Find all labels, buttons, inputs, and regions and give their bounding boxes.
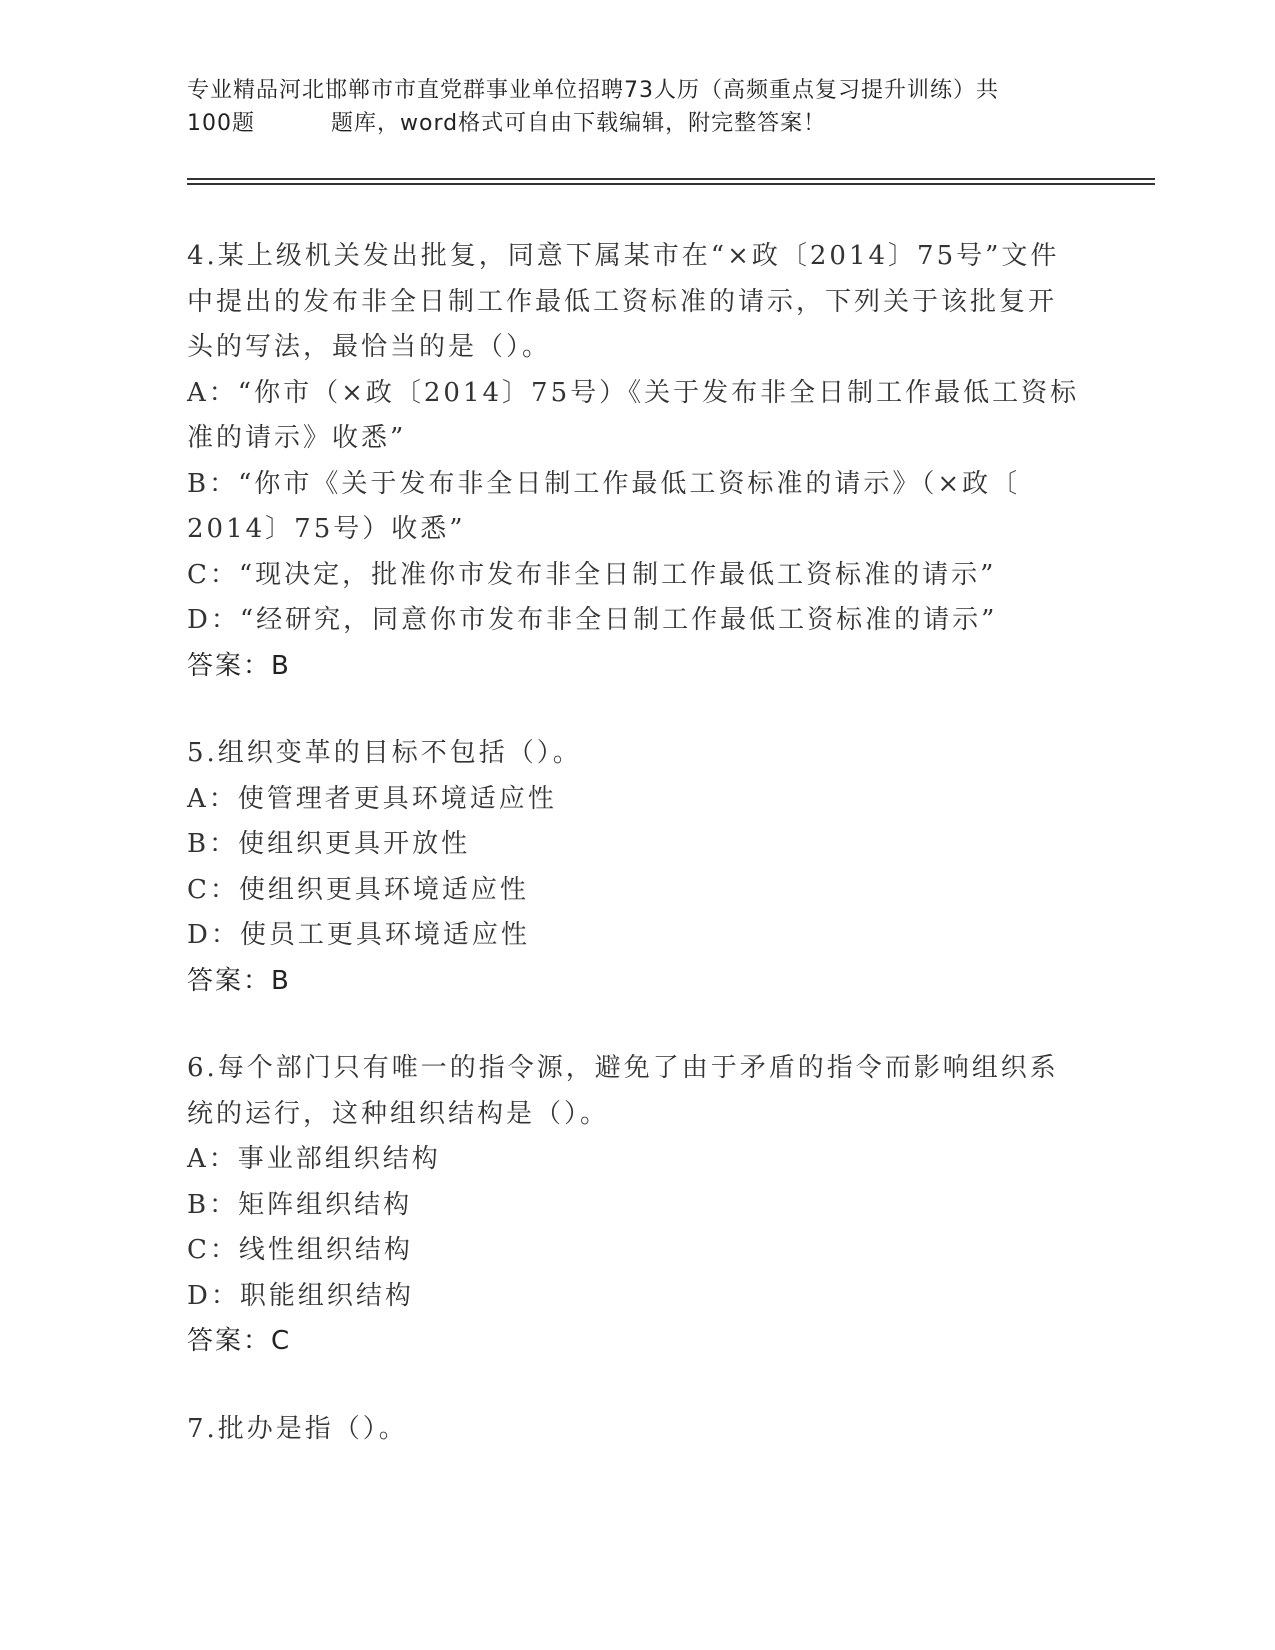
question-4 <box>187 234 1087 689</box>
question-stem-line: 5.组织变革的目标不包括（）。 <box>187 738 582 768</box>
question-list <box>187 234 1087 1494</box>
option-d: D：职能组织结构 <box>187 1280 414 1311</box>
question-stem-line: 6.每个部门只有唯一的指令源，避免了由于矛盾的指令而影响组织系 <box>187 1053 1059 1083</box>
header-rule-bottom <box>187 183 1155 185</box>
question-stem-line: 7.批办是指（）。 <box>187 1413 408 1444</box>
question-stem-line: 统的运行，这种组织结构是（）。 <box>187 1098 610 1129</box>
question-6 <box>187 1046 1087 1365</box>
question-stem-line: 中提出的发布非全日制工作最低工资标准的请示，下列关于该批复开 <box>187 286 1058 317</box>
option-a: A：事业部组织结构 <box>187 1144 441 1174</box>
header-description: 题库，word格式可自由下载编辑，附完整答案！ <box>331 111 827 136</box>
option-a: A：“你市（×政〔2014〕75号）《关于发布非全日制工作最低工资标 <box>187 377 1080 408</box>
question-stem-line: 4.某上级机关发出批复，同意下属某市在“×政〔2014〕75号”文件 <box>187 241 1060 271</box>
header-title-line-2 <box>187 107 1087 140</box>
answer-line: 答案：B <box>187 965 291 996</box>
answer-line: 答案：C <box>187 1326 292 1356</box>
header-question-count: 100题 <box>187 111 255 136</box>
option-a: A：使管理者更具环境适应性 <box>187 783 557 814</box>
question-5 <box>187 731 1087 1004</box>
option-a-continued: 准的请示》收悉” <box>187 423 407 453</box>
option-c: C：使组织更具环境适应性 <box>187 874 529 905</box>
option-c: C：“现决定，批准你市发布非全日制工作最低工资标准的请示” <box>187 559 997 590</box>
header-title-line-1: 专业精品河北邯郸市市直党群事业单位招聘73人历（高频重点复习提升训练）共 <box>187 78 999 103</box>
option-b-continued: 2014〕75号）收悉” <box>187 514 466 544</box>
option-d: D：使员工更具环境适应性 <box>187 920 530 950</box>
header-spacer <box>255 107 331 140</box>
option-d: D：“经研究，同意你市发布非全日制工作最低工资标准的请示” <box>187 605 998 635</box>
document-header <box>187 74 1087 140</box>
option-b: B：使组织更具开放性 <box>187 829 471 859</box>
option-c: C：线性组织结构 <box>187 1235 413 1265</box>
option-b: B：矩阵组织结构 <box>187 1189 413 1220</box>
option-b: B：“你市《关于发布非全日制工作最低工资标准的请示》（×政〔 <box>187 468 1021 499</box>
header-rule-top <box>187 178 1155 180</box>
answer-line: 答案：B <box>187 650 291 681</box>
question-7 <box>187 1407 1087 1453</box>
question-stem-line: 头的写法，最恰当的是（）。 <box>187 332 552 362</box>
